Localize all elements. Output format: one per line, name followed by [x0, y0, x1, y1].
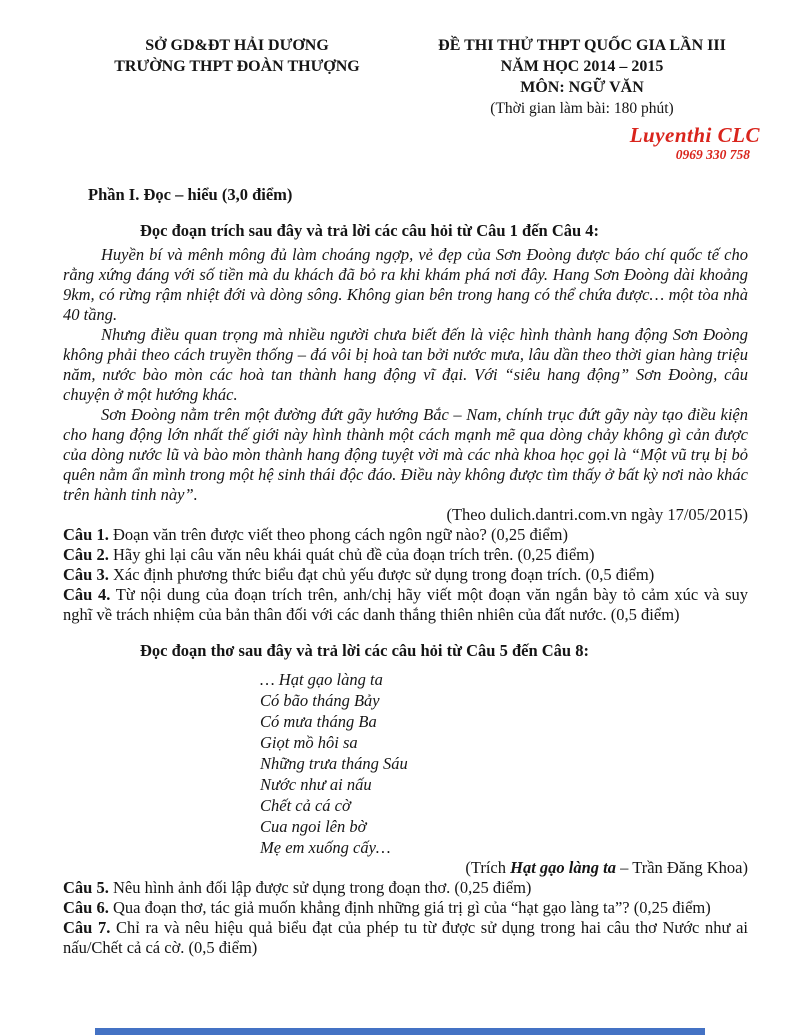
- exam-subject: MÔN: NGỮ VĂN: [520, 79, 644, 96]
- question-1: [63, 525, 748, 545]
- document-header: [0, 0, 800, 163]
- reading1-passage: [63, 245, 748, 505]
- poem-excerpt: [260, 669, 748, 858]
- question-4-text: Từ nội dung của đoạn trích trên, anh/chị hãy viết một đoạn văn ngắn bày tỏ cảm xúc và suy nghĩ về trách nhiệm của bản thân đối với các danh thắng thiên nhiên của đất nước. (0,5 điểm): [63, 585, 748, 624]
- exam-duration: (Thời gian làm bài: 180 phút): [490, 100, 674, 117]
- reading2-instruction: Đọc đoạn thơ sau đây và trả lời các câu hỏi từ Câu 5 đến Câu 8:: [140, 641, 589, 660]
- passage-paragraph: Nhưng điều quan trọng mà nhiều người chưa biết đến là việc hình thành hang động Sơn Đoòng không phải theo cách truyền thống – đá vôi bị hoà tan bởi nước mưa, lâu dần theo thời gian hàng triệu năm, nước bào mòn các hoà tan thành hang động vĩ đại. Với “siêu hang động” Sơn Đoòng, câu chuyện ở một hướng khác.: [63, 325, 748, 404]
- question-2-text: Hãy ghi lại câu văn nêu khái quát chủ đề của đoạn trích trên. (0,25 điểm): [108, 545, 595, 564]
- question-6-label: Câu 6.: [63, 898, 109, 917]
- exam-header-block: [402, 35, 762, 163]
- passage-paragraph: Sơn Đoòng nằm trên một đường đứt gãy hướng Bắc – Nam, chính trục đứt gãy này tạo điều kiện cho hang động lớn nhất thế giới này hình thành một cách mạnh mẽ qua dòng chảy không gì cản được của dòng nước lũ và bào mòn thành hang động tuyệt vời mà các nhà khoa học gọi là “Một vũ trụ bị bỏ quên nằm ẩn mình trong một hệ sinh thái độc đáo. Điều này không được tìm thấy ở bất kỳ nơi nào khác trên hành tinh này”.: [63, 405, 748, 504]
- poem-line: Cua ngoi lên bờ: [260, 817, 367, 836]
- question-2-label: Câu 2.: [63, 545, 109, 564]
- poem-source: [63, 858, 748, 878]
- questions-5-7: [63, 878, 748, 958]
- poem-source-prefix: (Trích: [465, 858, 511, 877]
- exam-title: ĐỀ THI THỬ THPT QUỐC GIA LẦN III: [438, 37, 726, 54]
- question-1-text: Đoạn văn trên được viết theo phong cách ngôn ngữ nào? (0,25 điểm): [108, 525, 568, 544]
- question-4-label: Câu 4.: [63, 585, 111, 604]
- question-7: [63, 918, 748, 958]
- luyenthi-clc-logo: [402, 123, 762, 163]
- question-5: [63, 878, 748, 898]
- question-3-label: Câu 3.: [63, 565, 109, 584]
- school-name: TRƯỜNG THPT ĐOÀN THƯỢNG: [114, 58, 360, 75]
- passage-paragraph: Huyền bí và mênh mông đủ làm choáng ngợp, vẻ đẹp của Sơn Đoòng được báo chí quốc tế cho rằng xứng đáng với số tiền mà du khách đã bỏ ra khi khám phá nơi đây. Hang Sơn Đoòng dài khoảng 9km, có rừng rậm nhiệt đới và dòng sông. Không gian bên trong hang có thể chứa được… một tòa nhà 40 tầng.: [63, 245, 748, 324]
- logo-brand-text: Luyenthi CLC: [629, 123, 760, 147]
- reading1-instruction: Đọc đoạn trích sau đây và trả lời các câu hỏi từ Câu 1 đến Câu 4:: [140, 221, 600, 240]
- poem-line: Mẹ em xuống cấy…: [260, 838, 391, 857]
- question-5-text: Nêu hình ảnh đối lập được sử dụng trong đoạn thơ. (0,25 điểm): [108, 878, 532, 897]
- footer-blue-bar: [95, 1028, 705, 1035]
- document-body: [0, 185, 800, 958]
- poem-line: Nước như ai nấu: [260, 775, 372, 794]
- question-7-text: Chỉ ra và nêu hiệu quả biểu đạt của phép tu từ được sử dụng trong hai câu thơ Nước như ai nấu/Chết cả cá cờ. (0,5 điểm): [63, 918, 749, 957]
- poem-line: Có mưa tháng Ba: [260, 712, 377, 731]
- question-4: [63, 585, 748, 625]
- poem-source-title: Hạt gạo làng ta: [510, 858, 616, 877]
- poem-line: … Hạt gạo làng ta: [260, 670, 383, 689]
- question-3-text: Xác định phương thức biểu đạt chủ yếu được sử dụng trong đoạn trích. (0,5 điểm): [108, 565, 655, 584]
- question-6-text: Qua đoạn thơ, tác giả muốn khẳng định những giá trị gì của “hạt gạo làng ta”? (0,25 điểm): [108, 898, 711, 917]
- poem-source-author: – Trần Đăng Khoa): [616, 858, 748, 877]
- question-7-label: Câu 7.: [63, 918, 111, 937]
- poem-line: Có bão tháng Bảy: [260, 691, 380, 710]
- question-2: [63, 545, 748, 565]
- poem-line: Những trưa tháng Sáu: [260, 754, 408, 773]
- school-header-block: [72, 35, 402, 163]
- question-5-label: Câu 5.: [63, 878, 109, 897]
- question-6: [63, 898, 748, 918]
- poem-line: Chết cả cá cờ: [260, 796, 351, 815]
- logo-phone-number: 0969 330 758: [675, 147, 750, 162]
- department-name: SỞ GD&ĐT HẢI DƯƠNG: [145, 37, 329, 54]
- question-3: [63, 565, 748, 585]
- part1-title: Phần I. Đọc – hiểu (3,0 điểm): [88, 185, 293, 204]
- reading1-source: (Theo dulich.dantri.com.vn ngày 17/05/2015): [446, 505, 748, 524]
- poem-line: Giọt mồ hôi sa: [260, 733, 358, 752]
- school-year: NĂM HỌC 2014 – 2015: [500, 58, 664, 75]
- question-1-label: Câu 1.: [63, 525, 109, 544]
- questions-1-4: [63, 525, 748, 625]
